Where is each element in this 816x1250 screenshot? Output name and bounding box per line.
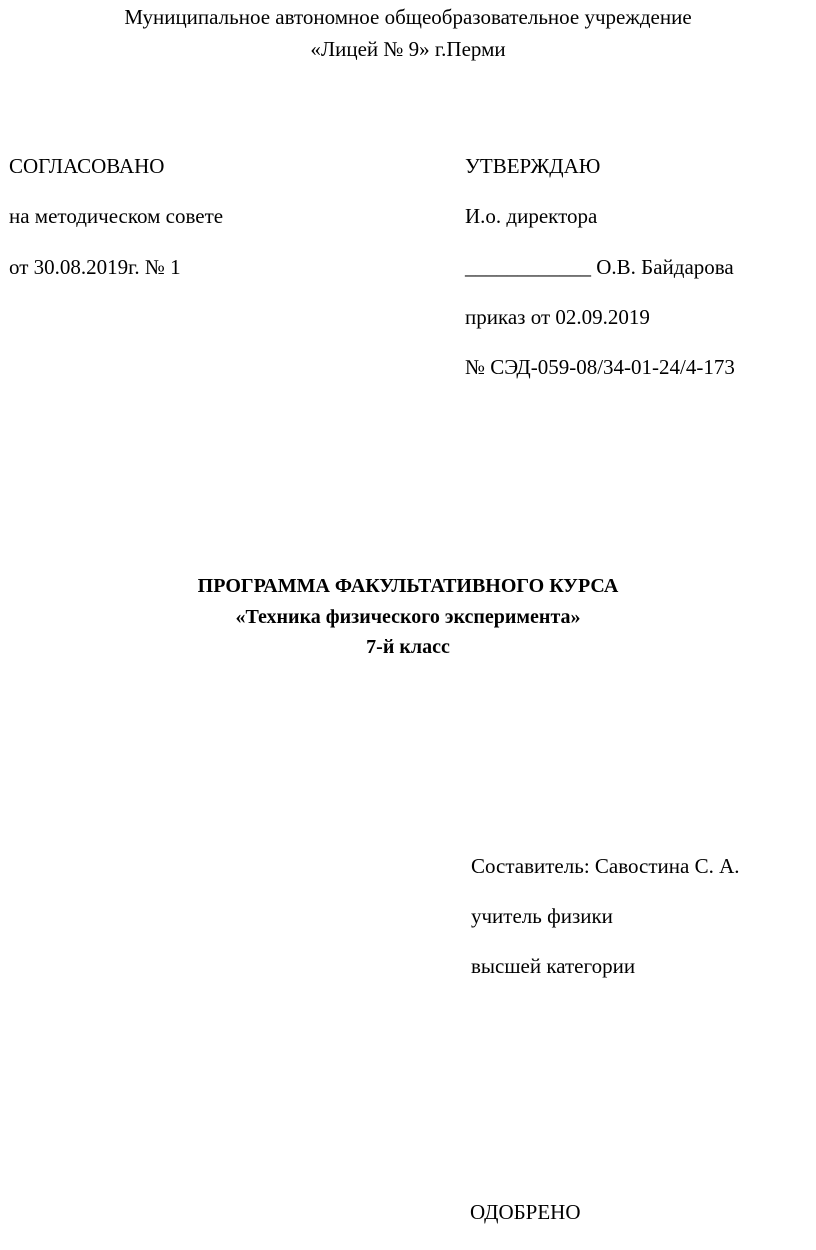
approve-order-date: приказ от 02.09.2019 <box>465 305 650 329</box>
author-name: Составитель: Савостина С. А. <box>471 854 740 878</box>
institution-line-2: «Лицей № 9» г.Перми <box>310 37 506 61</box>
approve-title: УТВЕРЖДАЮ <box>465 154 601 178</box>
program-subtitle: «Техника физического эксперимента» <box>235 606 581 628</box>
agreed-title: СОГЛАСОВАНО <box>9 154 165 178</box>
author-position: учитель физики <box>471 904 613 928</box>
agreed-date: от 30.08.2019г. № 1 <box>9 255 181 279</box>
approve-position: И.о. директора <box>465 204 598 228</box>
institution-line-1: Муниципальное автономное общеобразовательное учреждение <box>124 5 692 29</box>
program-title: ПРОГРАММА ФАКУЛЬТАТИВНОГО КУРСА <box>197 575 619 597</box>
approve-signature: ____________ О.В. Байдарова <box>465 255 734 279</box>
agreed-council: на методическом совете <box>9 204 224 228</box>
approved-label: ОДОБРЕНО <box>470 1200 581 1224</box>
approve-order-number: № СЭД-059-08/34-01-24/4-173 <box>465 355 735 379</box>
program-grade: 7-й класс <box>366 636 450 658</box>
author-category: высшей категории <box>471 954 636 978</box>
